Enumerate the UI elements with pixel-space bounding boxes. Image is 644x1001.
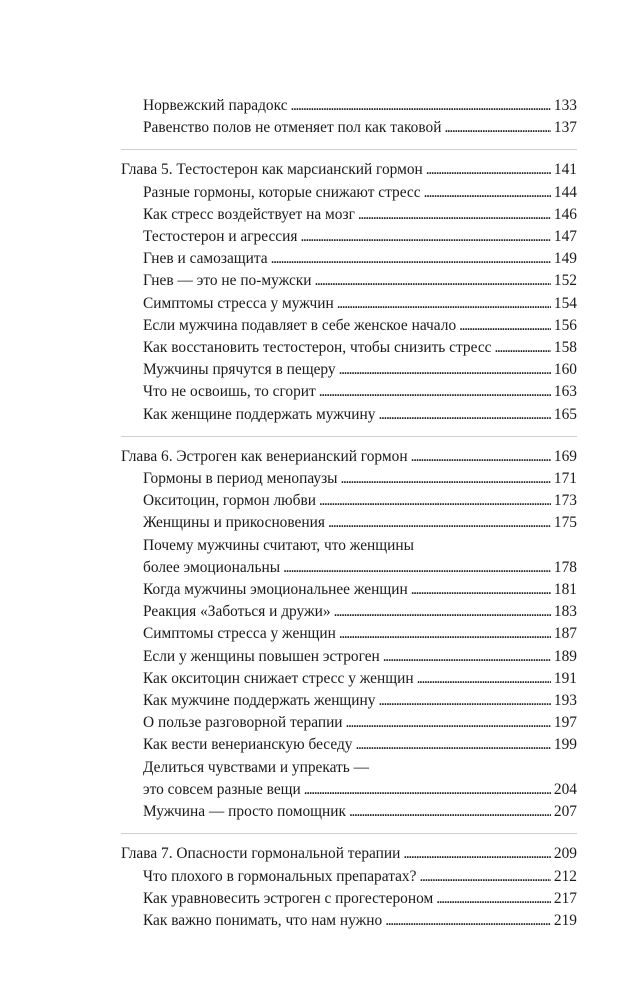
toc-entry-title: Равенство полов не отменяет пол как таковой [143,119,442,137]
toc-entry-title: Как стресс воздействует на мозг [143,205,355,223]
toc-page-number: 141 [553,161,577,179]
toc-dot-leader [426,159,551,181]
toc-entry-title: Норвежский парадокс [143,97,288,114]
toc-entry-title: Когда мужчины эмоциональнее женщин [143,581,408,599]
toc-entry [121,337,577,359]
toc-page-number: 189 [553,647,577,665]
toc-entry-title: Почему мужчины считают, что женщины [143,536,414,554]
toc-dot-leader [339,623,551,645]
toc-entry [121,779,577,801]
toc-dot-leader [283,557,551,579]
toc-entry [121,579,577,601]
toc-dot-leader [358,204,551,226]
toc-dot-leader [315,270,551,292]
toc-dot-leader [291,95,551,117]
toc-page-number: 191 [553,669,577,687]
toc-chapter-entry [121,843,577,865]
toc-dot-leader [319,381,551,403]
toc-entry [121,293,577,315]
toc-entry-title: Мужчины прячутся в пещеру [143,361,336,379]
toc-dot-leader [341,468,551,490]
toc-entry [121,381,577,403]
toc-dot-leader [411,579,551,601]
toc-entry-title: Если у женщины повышен эстроген [143,647,380,665]
toc-entry-title: Что не освоишь, то сгорит [143,383,316,401]
toc-page-number: 187 [553,625,577,643]
toc-page-number: 193 [553,692,577,710]
toc-entry-title: Что плохого в гормональных препаратах? [143,867,417,885]
toc-entry [121,601,577,623]
toc-dot-leader [385,910,551,932]
toc-page-number: 169 [553,447,577,465]
toc-page-number: 149 [553,250,577,268]
toc-page-number: 160 [553,361,577,379]
toc-entry-title: Тестостерон и агрессия [143,228,298,246]
toc-page-number: 219 [553,911,577,929]
toc-entry [121,204,577,226]
toc-entry [121,404,577,426]
toc-dot-leader [355,734,550,756]
toc-dot-leader [300,226,550,248]
toc-dot-leader [349,801,551,823]
toc-dot-leader [494,337,550,359]
toc-dot-leader [424,182,551,204]
toc-entry-title: Гормоны в период менопаузы [143,470,338,488]
toc-entry-title: Разные гормоны, которые снижают стресс [143,183,421,201]
toc-entry-title: Симптомы стресса у женщин [143,625,336,643]
table-of-contents [121,95,577,932]
toc-page-number: 173 [553,492,577,510]
toc-page-number: 175 [553,514,577,532]
toc-entry-title: Как вести венерианскую беседу [143,736,353,754]
toc-entry [121,270,577,292]
toc-entry-title: Как мужчине поддержать женщину [143,692,376,710]
toc-entry [121,866,577,888]
toc-dot-leader [459,315,551,337]
toc-entry-title: Если мужчина подавляет в себе женское начало [143,316,457,334]
toc-page-number: 171 [553,470,577,488]
toc-chapter-entry [121,446,577,468]
toc-entry [121,315,577,337]
toc-entry-title: Мужчина — просто помощник [143,803,346,821]
toc-entry [121,801,577,823]
toc-page-number: 158 [553,339,577,357]
toc-dot-leader [419,866,550,888]
toc-page-number: 183 [553,603,577,621]
toc-entry [121,490,577,512]
toc-dot-leader [411,446,551,468]
toc-entry [121,248,577,270]
toc-entry-title: О пользе разговорной терапии [143,714,343,732]
toc-entry [121,95,577,117]
toc-entry-title: Как восстановить тестостерон, чтобы снизить стресс [143,339,492,357]
toc-dot-leader [304,779,551,801]
toc-page-number: 199 [553,736,577,754]
toc-page-number: 197 [553,714,577,732]
section-divider [121,149,577,150]
toc-dot-leader [334,601,551,623]
toc-entry [121,535,577,557]
toc-entry-title: Гнев и самозащита [143,250,268,268]
toc-dot-leader [271,248,551,270]
toc-entry-title: более эмоциональны [143,558,281,576]
toc-page-number: 152 [553,272,577,290]
toc-page-number: 207 [553,803,577,821]
toc-entry-title: Как женщине поддержать мужчину [143,405,376,423]
toc-page-number: 212 [553,867,577,885]
toc-dot-leader [339,359,551,381]
toc-entry [121,646,577,668]
toc-dot-leader [378,404,550,426]
toc-entry [121,757,577,779]
toc-entry-title: Как окситоцин снижает стресс у женщин [143,669,414,687]
toc-dot-leader [383,646,551,668]
toc-entry-title: Окситоцин, гормон любви [143,492,317,510]
toc-entry-title: Глава 5. Тестостерон как марсианский гормон [121,161,423,179]
toc-page-number: 209 [553,845,577,863]
toc-entry [121,117,577,139]
toc-dot-leader [319,490,551,512]
toc-page-number: 154 [553,294,577,312]
toc-dot-leader [403,843,551,865]
toc-page-number: 204 [553,780,577,798]
toc-page-number: 146 [553,205,577,223]
toc-entry [121,690,577,712]
toc-entry [121,888,577,910]
toc-dot-leader [436,888,551,910]
toc-chapter-entry [121,159,577,181]
toc-entry [121,668,577,690]
toc-page-number: 163 [553,383,577,401]
toc-page-number: 137 [553,119,577,137]
toc-dot-leader [444,117,550,139]
toc-dot-leader [346,712,551,734]
toc-entry [121,910,577,932]
toc-entry [121,623,577,645]
toc-page-number: 156 [553,316,577,334]
toc-page-number: 178 [553,558,577,576]
toc-entry-title: Глава 7. Опасности гормональной терапии [121,845,401,863]
toc-dot-leader [328,512,551,534]
toc-entry-title: Делиться чувствами и упрекать — [143,758,370,776]
toc-page-number: 133 [553,97,577,114]
toc-page-number: 165 [553,405,577,423]
toc-entry-title: Глава 6. Эстроген как венерианский гормон [121,447,408,465]
toc-dot-leader [337,293,551,315]
toc-page-number: 181 [553,581,577,599]
toc-entry-title: Симптомы стресса у мужчин [143,294,334,312]
toc-page-number: 144 [553,183,577,201]
toc-entry-title: это совсем разные вещи [143,780,301,798]
toc-entry [121,557,577,579]
section-divider [121,436,577,437]
toc-dot-leader [378,690,550,712]
toc-entry [121,712,577,734]
toc-entry-title: Гнев — это не по-мужски [143,272,312,290]
toc-entry-title: Реакция «Заботься и дружи» [143,603,331,621]
toc-entry [121,734,577,756]
toc-entry-title: Как уравновесить эстроген с прогестероном [143,889,434,907]
toc-page-number: 217 [553,889,577,907]
toc-page-number: 147 [553,228,577,246]
toc-entry-title: Как важно понимать, что нам нужно [143,911,383,929]
section-divider [121,833,577,834]
toc-entry [121,226,577,248]
toc-dot-leader [417,668,551,690]
toc-entry [121,512,577,534]
toc-entry [121,468,577,490]
toc-entry [121,182,577,204]
toc-entry-title: Женщины и прикосновения [143,514,325,532]
toc-entry [121,359,577,381]
